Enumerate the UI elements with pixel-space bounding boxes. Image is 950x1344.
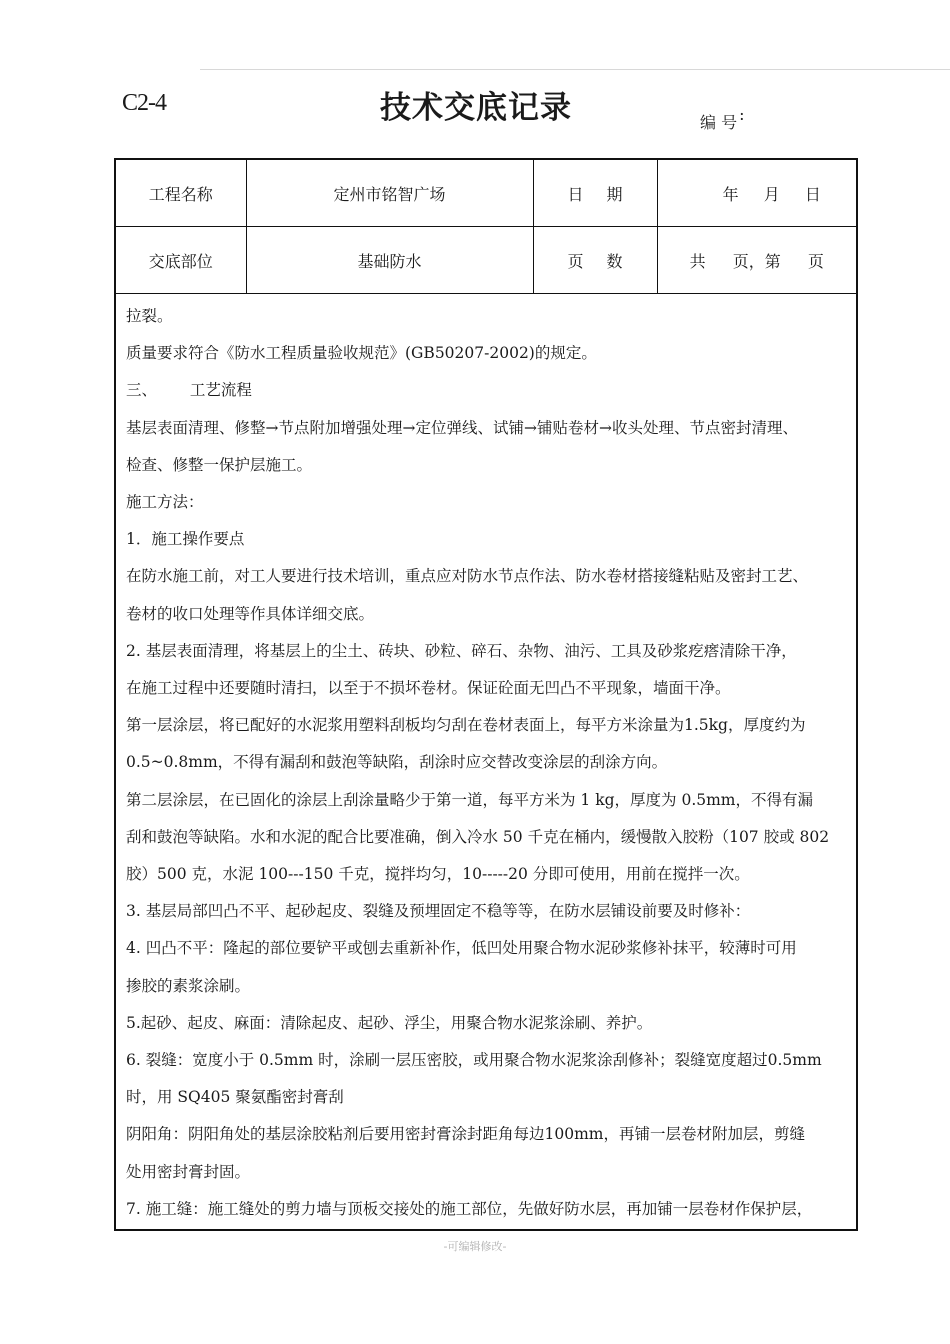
form-code: C2-4 [122, 90, 166, 116]
page-footer: -可编辑修改- [443, 1240, 507, 1253]
top-rule [200, 69, 950, 70]
page-count-value: 共 页，第 页 [657, 227, 856, 294]
page-count-label: 页 数 [533, 227, 657, 294]
document-number-label: 编 号 [700, 113, 738, 132]
content-line: 7. 施工缝：施工缝处的剪力墙与顶板交接处的施工部位，先做好防水层，再加铺一层卷材作保护层， [126, 1199, 813, 1218]
content-line: 胶）500 克，水泥 100---150 千克，搅拌均匀，10-----20 分即可使用，用前在搅拌一次。 [126, 865, 750, 884]
content-line: 基层表面清理、修整→节点附加增强处理→定位弹线、试铺→铺贴卷材→收头处理、节点密封清理、 [126, 418, 798, 437]
content-line: 拉裂。 [126, 307, 173, 325]
content-line: 5.起砂、起皮、麻面：清除起皮、起砂、浮尘，用聚合物水泥浆涂刷、养护。 [126, 1013, 653, 1032]
content-line: 第一层涂层，将已配好的水泥浆用塑料刮板均匀刮在卷材表面上，每平方米涂量为1.5kg，厚度约为 [126, 716, 806, 735]
document-number [700, 105, 745, 133]
content-line: 时，用 SQ405 聚氨酯密封膏刮 [126, 1088, 344, 1107]
record-form [114, 158, 858, 1231]
handover-part-label: 交底部位 [116, 227, 246, 294]
content-line: 1．施工操作要点 [126, 530, 245, 549]
content-line: 6. 裂缝：宽度小于 0.5mm 时，涂刷一层压密胶，或用聚合物水泥浆涂刮修补；裂缝宽度超过0.5mm [126, 1051, 822, 1070]
date-value: 年 月 日 [657, 160, 856, 227]
project-name-value: 定州市铭智广场 [246, 160, 533, 227]
content-line: 在防水施工前，对工人要进行技术培训，重点应对防水节点作法、防水卷材搭接缝粘贴及密封工艺、 [126, 567, 809, 586]
content-line: 0.5~0.8mm，不得有漏刮和鼓泡等缺陷，刮涂时应交替改变涂层的刮涂方向。 [126, 753, 668, 772]
content-line: 2. 基层表面清理，将基层上的尘土、砖块、砂粒、碎石、杂物、油污、工具及砂浆疙瘩清除干净， [126, 641, 797, 660]
content-line: 阴阳角：阴阳角处的基层涂胶粘剂后要用密封膏涂封距角每边100mm，再铺一层卷材附加层，剪缝 [126, 1125, 805, 1144]
content-line: 处用密封膏封固。 [126, 1162, 251, 1181]
content-line: 三、 工艺流程 [126, 381, 252, 400]
content-line: 卷材的收口处理等作具体详细交底。 [126, 604, 375, 623]
info-table [116, 160, 856, 294]
content-line: 第二层涂层，在已固化的涂层上刮涂量略少于第一道，每平方米为 1 kg，厚度为 0.5mm，不得有漏 [126, 790, 814, 809]
content-line: 检查、修整一保护层施工。 [126, 455, 313, 474]
content-line: 4. 凹凸不平：隆起的部位要铲平或刨去重新补作，低凹处用聚合物水泥砂浆修补抹平，较薄时可用 [126, 939, 797, 958]
content-line: 质量要求符合《防水工程质量验收规范》(GB50207-2002)的规定。 [126, 344, 597, 363]
content-line: 刮和鼓泡等缺陷。水和水泥的配合比要准确，倒入冷水 50 千克在桶内，缓慢散入胶粉（107 胶或 802 [126, 827, 830, 846]
content-line: 3. 基层局部凹凸不平、起砂起皮、裂缝及预埋固定不稳等等，在防水层铺设前要及时修补： [126, 902, 751, 921]
content-line: 在施工过程中还要随时清扫，以至于不损坏卷材。保证砼面无凹凸不平现象，墙面干净。 [126, 679, 731, 698]
content-body [116, 294, 856, 1228]
page-title: 技术交底记录 [380, 90, 572, 126]
date-label: 日 期 [533, 160, 657, 227]
document-number-colon: : [739, 105, 745, 124]
content-line: 施工方法： [126, 493, 204, 512]
table-row [116, 227, 856, 294]
content-line: 掺胶的素浆涂刷。 [126, 976, 251, 995]
handover-part-value: 基础防水 [246, 227, 533, 294]
project-name-label: 工程名称 [116, 160, 246, 227]
table-row [116, 160, 856, 227]
